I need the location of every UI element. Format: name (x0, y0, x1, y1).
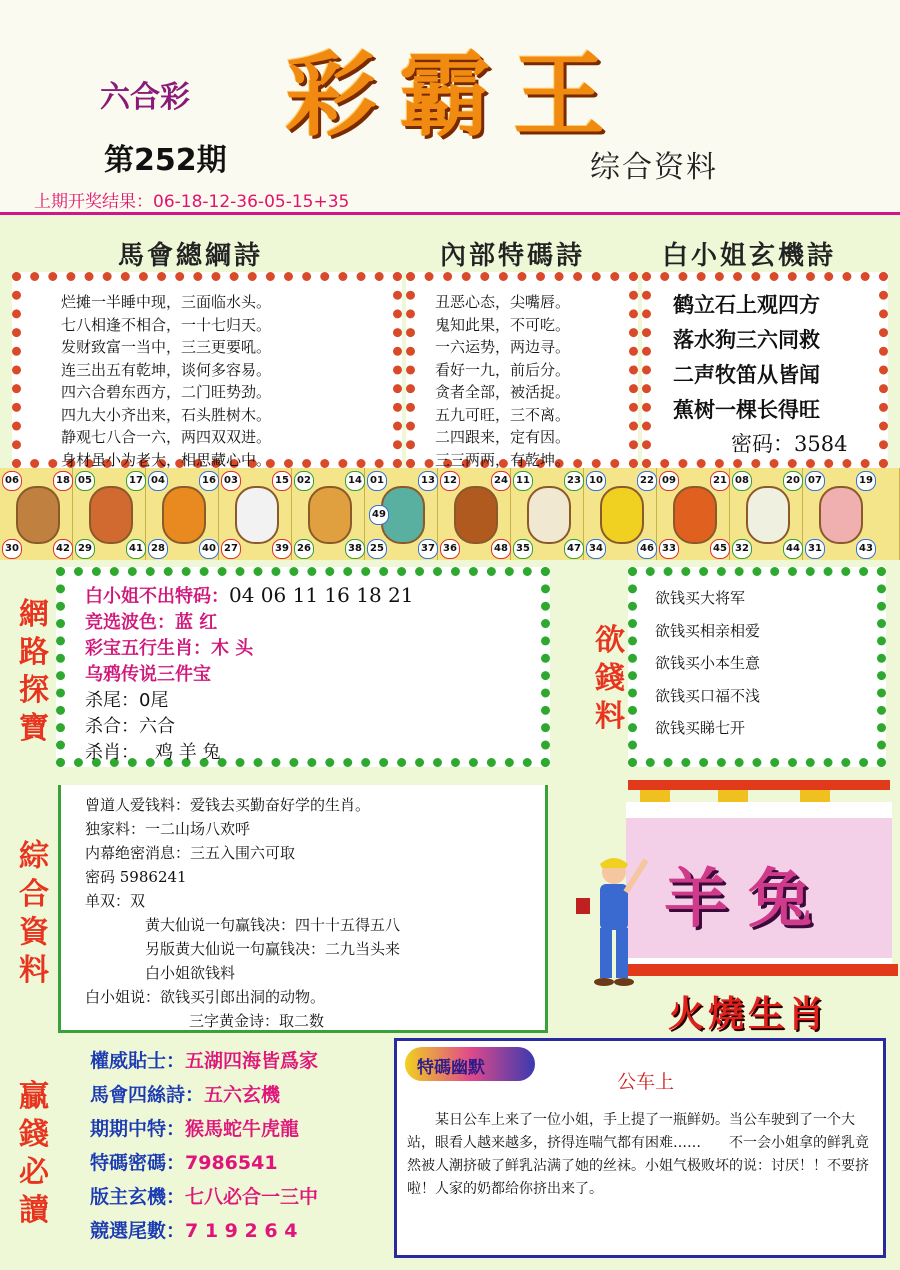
win-row-key: 版主玄機： (90, 1186, 186, 1208)
horse-icon (454, 486, 498, 544)
dragon-icon (308, 486, 352, 544)
joke-badge: 特碼幽默 (417, 1058, 485, 1078)
composite-line: 密码 5986241 (85, 868, 187, 886)
zodiac-number: 15 (272, 471, 292, 491)
zodiac-number: 11 (513, 471, 533, 491)
poem-line: 身材虽小为老大，相思藏心中。 (61, 450, 272, 469)
zodiac-number: 43 (856, 539, 876, 559)
win-row (90, 1044, 318, 1078)
network-row-2: 竞选波色：蓝 红 (85, 612, 218, 633)
dog-icon (746, 486, 790, 544)
zodiac-cell (0, 468, 73, 560)
poem-line: 连三出五有乾坤，谈何多容易。 (61, 360, 272, 379)
zodiac-cell (511, 468, 584, 560)
zodiac-number: 13 (418, 471, 438, 491)
zodiac-number: 49 (369, 505, 389, 525)
money-box (628, 567, 886, 767)
network-row-7-value: 鸡 羊 兔 (155, 742, 221, 763)
zodiac-number: 22 (637, 471, 657, 491)
zodiac-number: 25 (367, 539, 387, 559)
zodiac-number: 42 (53, 539, 73, 559)
win-row-value: 五六玄機 (204, 1084, 281, 1106)
win-row-value: 7986541 (185, 1152, 278, 1174)
poem-line: 发财致富一当中，三三更要吼。 (61, 338, 272, 356)
zodiac-cell (803, 468, 900, 560)
poem-right-title: 白小姐玄機詩 (662, 241, 837, 271)
composite-lines (61, 785, 545, 1033)
network-row-5-value: 0尾 (139, 690, 169, 711)
composite-line: 单双：双 (85, 892, 146, 910)
poem-line: 鬼知此果，不可吃。 (435, 315, 571, 334)
network-box (56, 567, 550, 767)
tiger-icon (162, 486, 206, 544)
pig-icon (819, 486, 863, 544)
zodiac-number: 08 (732, 471, 752, 491)
poem-line: 鹤立石上观四方 (673, 292, 820, 317)
zodiac-number: 26 (294, 539, 314, 559)
brand-title: 彩霸王 (285, 41, 628, 149)
poem-line: 落水狗三六同救 (673, 327, 820, 352)
zodiac-number: 17 (126, 471, 146, 491)
poem-line: 二声牧笛从皆闻 (673, 362, 820, 387)
issue-number: 第252期 (104, 143, 227, 178)
zodiac-number: 19 (856, 471, 876, 491)
last-result: 上期开奖结果：06-18-12-36-05-15+35 (34, 192, 350, 212)
ox-icon (89, 486, 133, 544)
win-row (90, 1214, 318, 1248)
win-row-key: 馬會四絲詩： (90, 1084, 205, 1106)
zodiac-number: 16 (199, 471, 219, 491)
composite-line: 三字黄金诗：取二数 (189, 1012, 325, 1030)
network-row-6-label: 杀合： (85, 716, 139, 737)
zodiac-cell (657, 468, 730, 560)
zodiac-number: 14 (345, 471, 365, 491)
zodiac-number: 39 (272, 539, 292, 559)
zodiac-number: 44 (783, 539, 803, 559)
zodiac-number: 23 (564, 471, 584, 491)
win-row (90, 1180, 318, 1214)
rooster-icon (673, 486, 717, 544)
painter-icon (570, 852, 650, 992)
joke-body: 某日公车上来了一位小姐，手上提了一瓶鲜奶。当公车驶到了一个大站，眼看人越来越多，挤得连喘气都有困难…… 不一会小姐拿的鲜乳竟然被人潮挤破了鲜乳沾满了她的丝袜。小姐气极败坏的说：讨厌！！不要挤啦！人家的奶都给你挤出来了。 (407, 1112, 869, 1197)
poem-right-box (642, 272, 888, 468)
zodiac-number: 05 (75, 471, 95, 491)
poem-left-lines (21, 281, 393, 471)
poem-line: 烂摊一半睡中现，三面临水头。 (61, 293, 272, 311)
composite-line: 白小姐说：欲钱买引郎出洞的动物。 (85, 988, 326, 1006)
brand-sub: 六合彩 (100, 80, 190, 115)
zodiac-number: 10 (586, 471, 606, 491)
network-row-1 (85, 582, 541, 610)
poem-mid-lines (415, 281, 629, 471)
network-row-3: 彩宝五行生肖：木 头 (85, 638, 254, 659)
composite-line: 白小姐欲钱料 (145, 964, 236, 982)
zodiac-number: 20 (783, 471, 803, 491)
network-side-label: 網路探寶 (19, 597, 49, 746)
zodiac-cell (146, 468, 219, 560)
network-lines (65, 576, 541, 766)
network-row-7-label: 杀肖： (85, 742, 139, 763)
painter-figure (570, 852, 650, 992)
poem-line: 四六合碧东西方，二门旺势劲。 (61, 383, 272, 401)
zodiac-number: 27 (221, 539, 241, 559)
win-row-key: 期期中特： (90, 1118, 186, 1140)
money-line: 欲钱买口福不浅 (655, 686, 761, 705)
zodiac-cell (584, 468, 657, 560)
network-row-6 (85, 714, 541, 740)
zodiac-number: 31 (805, 539, 825, 559)
zodiac-number: 38 (345, 539, 365, 559)
zodiac-number: 12 (440, 471, 460, 491)
rat-icon (16, 486, 60, 544)
money-side-label: 欲錢料 (595, 623, 625, 734)
billboard-caption: 火燒生肖 (668, 993, 829, 1035)
network-row-1-value: 04 06 11 16 18 21 (229, 583, 414, 607)
zodiac-number: 37 (418, 539, 438, 559)
zodiac-number: 41 (126, 539, 146, 559)
zodiac-number: 33 (659, 539, 679, 559)
win-side-label: 贏錢必讀 (19, 1079, 49, 1228)
zodiac-cell (219, 468, 292, 560)
zodiac-number: 28 (148, 539, 168, 559)
network-row-5-label: 杀尾： (85, 690, 139, 711)
poem-code: 密码：3584 (731, 432, 848, 456)
win-row (90, 1146, 318, 1180)
network-row-5 (85, 688, 541, 714)
zodiac-number: 07 (805, 471, 825, 491)
zodiac-number: 35 (513, 539, 533, 559)
joke-box (394, 1038, 886, 1258)
composite-side-label: 綜合資料 (19, 839, 49, 988)
money-line: 欲钱买相亲相爱 (655, 621, 761, 640)
network-row-7 (85, 740, 541, 766)
composite-line: 黄大仙说一句赢钱决：四十十五得五八 (145, 916, 401, 934)
zodiac-number: 18 (53, 471, 73, 491)
zodiac-cell (730, 468, 803, 560)
composite-line: 内幕绝密消息：三五入围六可取 (85, 844, 296, 862)
poem-line: 三三两两，有乾坤。 (435, 450, 571, 469)
joke-title: 公车上 (617, 1071, 675, 1093)
poem-mid-title: 內部特碼詩 (440, 241, 586, 271)
zodiac-number: 09 (659, 471, 679, 491)
network-row-4: 乌鸦传说三件宝 (85, 664, 211, 685)
poem-line: 二四跟来，定有因。 (435, 428, 571, 446)
money-line: 欲钱买大将军 (655, 589, 746, 607)
goat-icon (527, 486, 571, 544)
billboard-text: 羊兔 (664, 863, 832, 937)
win-list (90, 1044, 318, 1248)
win-row-key: 特碼密碼： (90, 1152, 186, 1174)
poem-line: 静观七八合一六，两四双双进。 (61, 428, 272, 446)
header-divider (0, 212, 900, 215)
zodiac-cell (365, 468, 438, 560)
poem-line: 四九大小齐出来，石头胜树木。 (61, 405, 272, 424)
network-row-6-value: 六合 (139, 716, 175, 737)
money-line: 欲钱买小本生意 (655, 654, 761, 672)
category-label: 综合资料 (590, 150, 718, 185)
poem-line: 丑恶心态，尖嘴唇。 (435, 293, 571, 311)
zodiac-number: 03 (221, 471, 241, 491)
money-line: 欲钱买睇七开 (655, 719, 746, 737)
poem-line: 七八相逢不相合，一十七归天。 (61, 315, 272, 334)
zodiac-number: 30 (2, 539, 22, 559)
network-row-1-label: 白小姐不出特码： (85, 586, 229, 607)
win-row (90, 1078, 318, 1112)
zodiac-number: 46 (637, 539, 657, 559)
zodiac-cell (292, 468, 365, 560)
win-row-key: 競選尾數： (90, 1220, 186, 1242)
win-row-key: 權威貼士： (90, 1050, 186, 1072)
poem-line: 贪者全部，被活捉。 (435, 383, 571, 401)
zodiac-number: 01 (367, 471, 387, 491)
poem-left-box (12, 272, 402, 468)
zodiac-number: 36 (440, 539, 460, 559)
win-row-value: 七八必合一三中 (185, 1186, 319, 1208)
zodiac-number: 34 (586, 539, 606, 559)
zodiac-number: 06 (2, 471, 22, 491)
zodiac-number: 29 (75, 539, 95, 559)
zodiac-number: 02 (294, 471, 314, 491)
composite-box (58, 785, 548, 1033)
zodiac-number: 48 (491, 539, 511, 559)
poem-line: 五九可旺，三不离。 (435, 405, 571, 424)
zodiac-strip (0, 468, 900, 560)
zodiac-number: 47 (564, 539, 584, 559)
zodiac-number: 24 (491, 471, 511, 491)
win-row (90, 1112, 318, 1146)
composite-line: 独家料：一二山场八欢呼 (85, 820, 251, 838)
zodiac-cell (73, 468, 146, 560)
poem-left-title: 馬會總綱詩 (118, 241, 264, 271)
poem-mid-box (406, 272, 638, 468)
zodiac-number: 21 (710, 471, 730, 491)
monkey-icon (600, 486, 644, 544)
zodiac-number: 45 (710, 539, 730, 559)
zodiac-number: 32 (732, 539, 752, 559)
poem-line: 蕉树一棵长得旺 (673, 397, 820, 422)
rabbit-icon (235, 486, 279, 544)
poem-line: 一六运势，两边寻。 (435, 338, 571, 356)
zodiac-cell (438, 468, 511, 560)
poem-right-lines (651, 281, 879, 462)
money-lines (637, 576, 877, 745)
zodiac-number: 40 (199, 539, 219, 559)
composite-line: 另版黄大仙说一句赢钱决：二九当头来 (145, 940, 401, 958)
win-row-value: 五湖四海皆爲家 (185, 1050, 319, 1072)
composite-line: 曾道人爱钱料：爱钱去买勤奋好学的生肖。 (85, 796, 371, 814)
win-row-value: 7 1 9 2 6 4 (185, 1220, 298, 1242)
win-row-value: 猴馬蛇牛虎龍 (185, 1118, 300, 1140)
zodiac-number: 04 (148, 471, 168, 491)
poem-line: 看好一九，前后分。 (435, 360, 571, 379)
